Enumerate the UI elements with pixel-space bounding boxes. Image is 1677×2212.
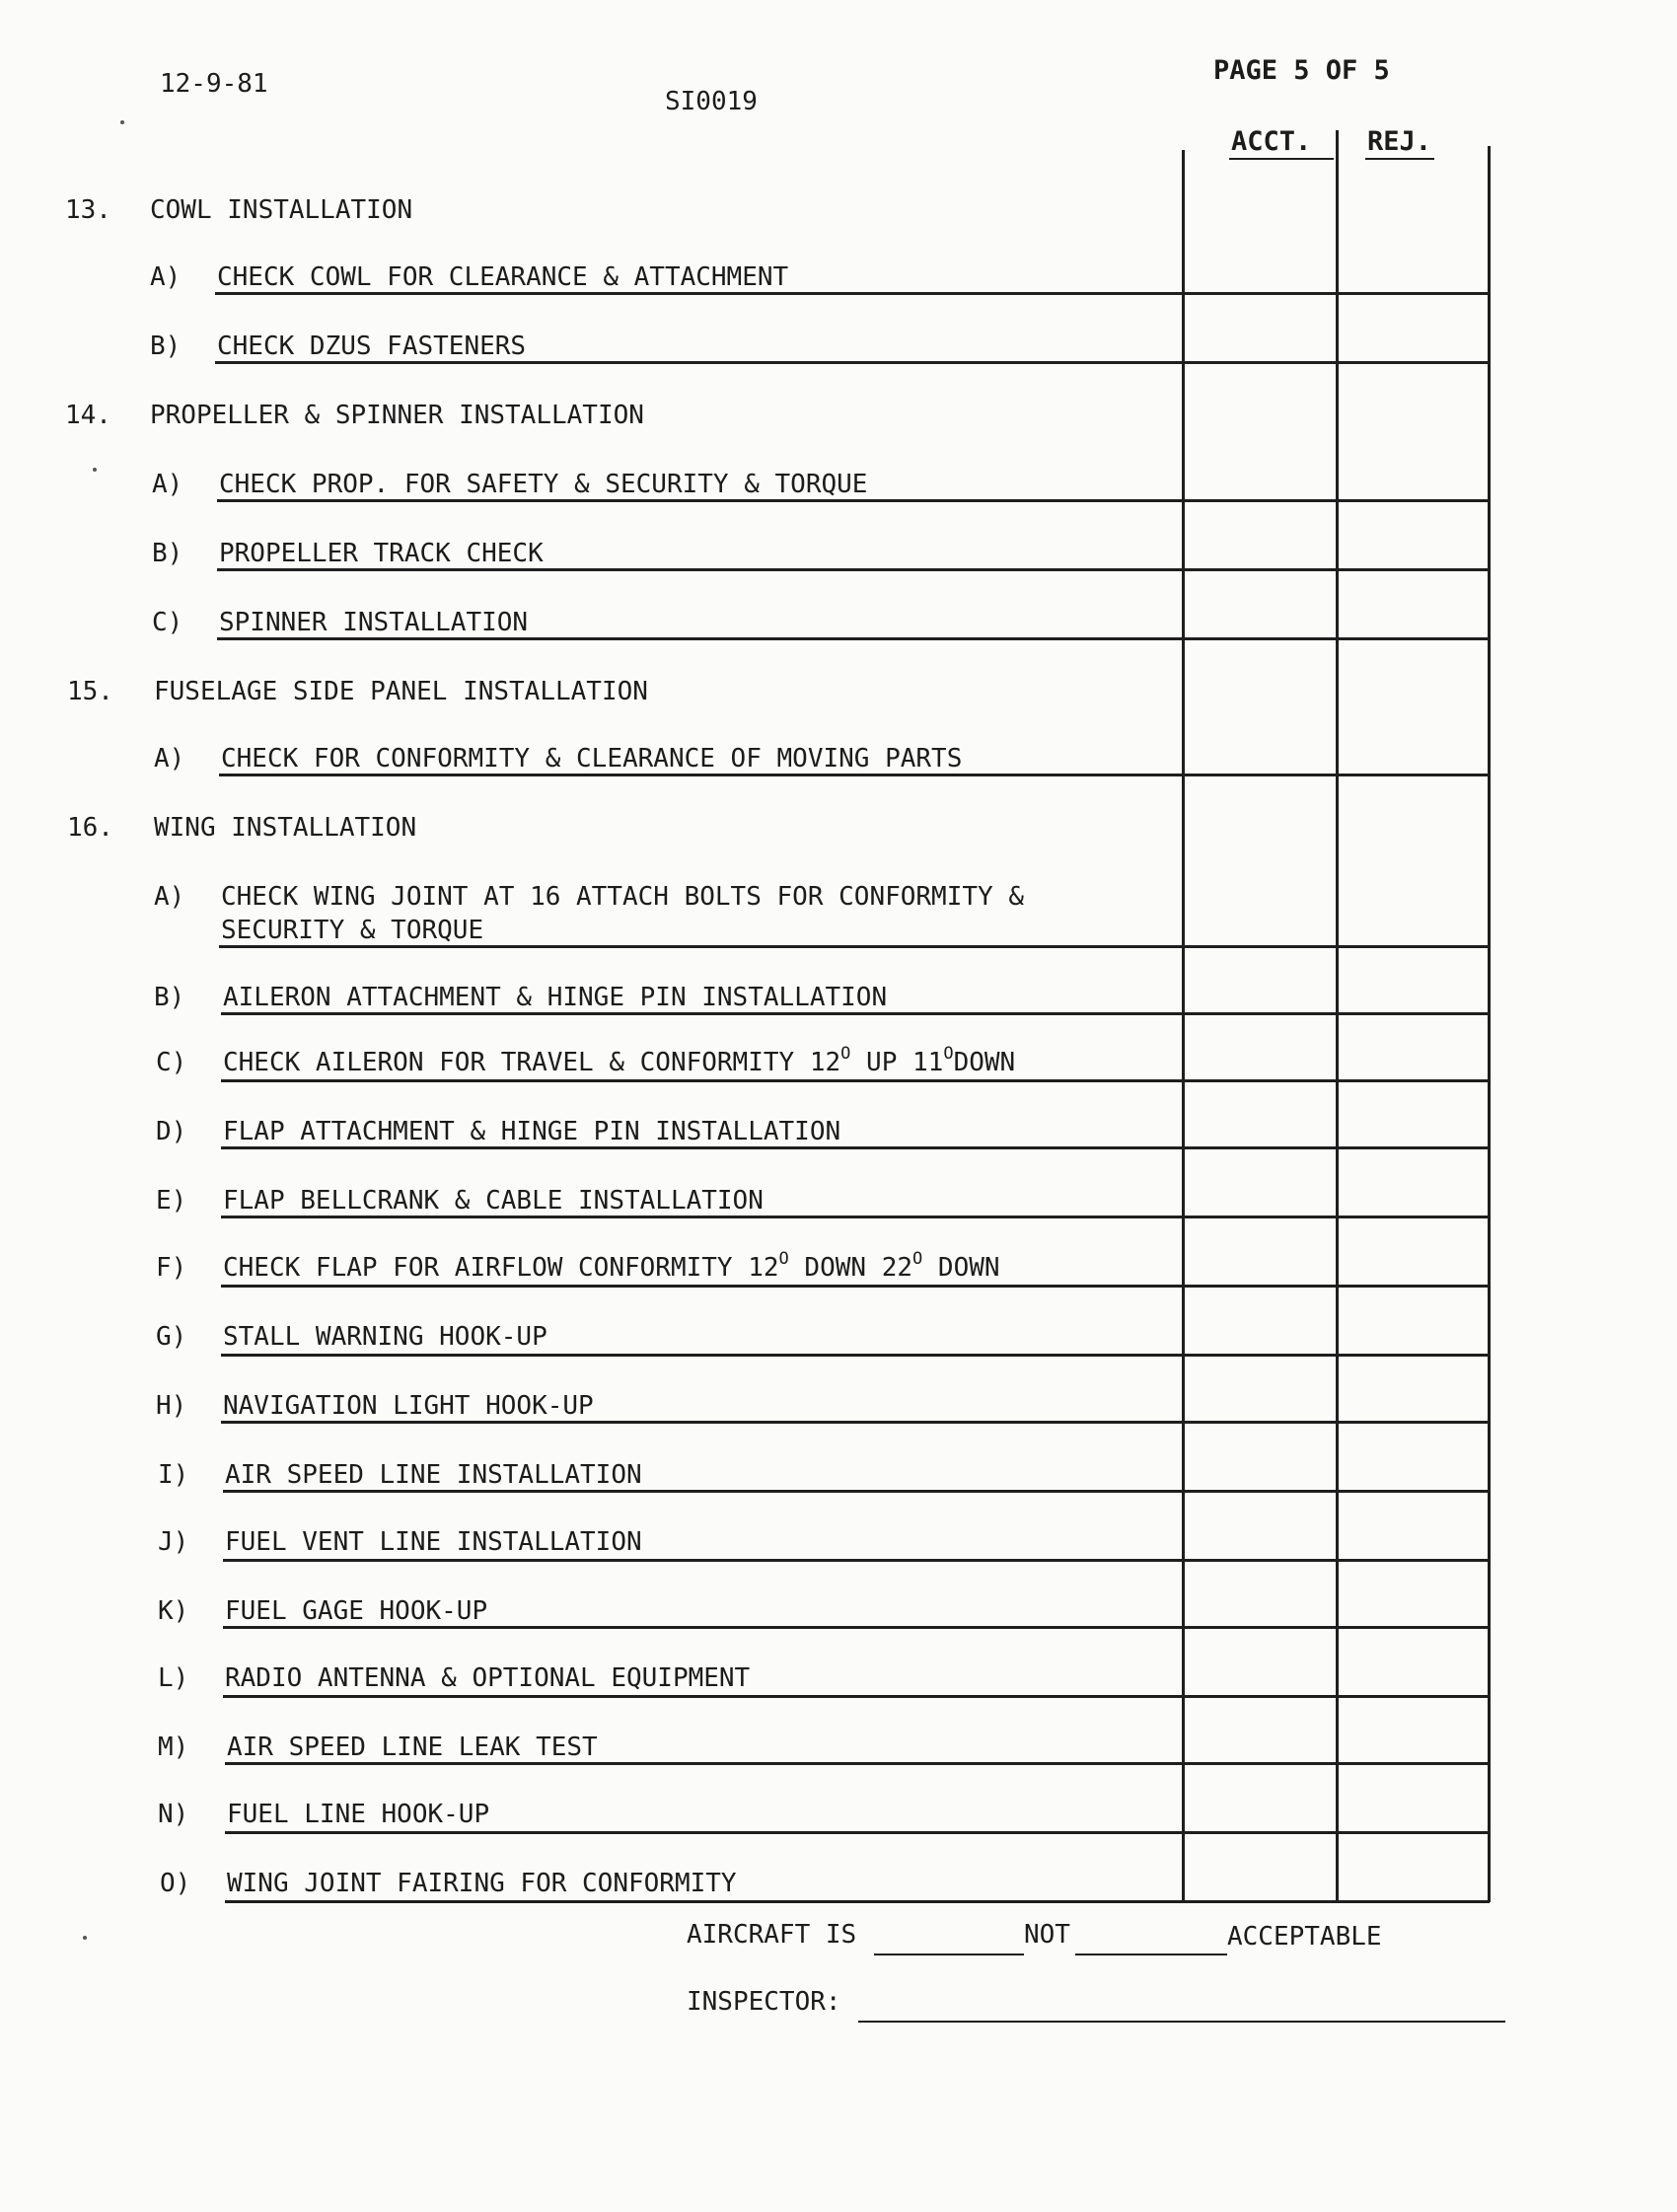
item-text-continued: SECURITY & TORQUE (221, 916, 484, 945)
column-header-accept-underline (1229, 158, 1334, 160)
inspector-label: INSPECTOR: (687, 1987, 841, 2017)
item-row-line (225, 1762, 1490, 1765)
item-text: FLAP BELLCRANK & CABLE INSTALLATION (223, 1186, 764, 1216)
item-text: RADIO ANTENNA & OPTIONAL EQUIPMENT (225, 1663, 751, 1693)
item-letter: J) (158, 1527, 189, 1557)
column-header-reject-underline (1365, 158, 1434, 160)
item-letter: F) (156, 1253, 187, 1283)
section-title: PROPELLER & SPINNER INSTALLATION (150, 401, 644, 430)
item-letter: D) (156, 1117, 187, 1146)
item-text-part: DOWN (922, 1253, 1000, 1283)
item-text: STALL WARNING HOOK-UP (223, 1322, 547, 1352)
item-text: AIR SPEED LINE INSTALLATION (225, 1460, 642, 1490)
item-text-part: UP 11 (850, 1048, 944, 1077)
item-letter: K) (158, 1596, 189, 1626)
item-text-part: CHECK FLAP FOR AIRFLOW CONFORMITY 12 (223, 1253, 779, 1283)
section-title: WING INSTALLATION (154, 813, 417, 843)
degree-symbol: O (912, 1249, 923, 1269)
item-text: FUEL GAGE HOOK-UP (225, 1596, 488, 1626)
item-text-part: CHECK AILERON FOR TRAVEL & CONFORMITY 12 (223, 1048, 841, 1077)
inspector-signature-line[interactable] (858, 2021, 1505, 2023)
item-letter: C) (152, 608, 183, 637)
item-text (223, 1249, 1000, 1283)
item-text: CHECK PROP. FOR SAFETY & SECURITY & TORQUE (219, 470, 868, 499)
item-text: WING JOINT FAIRING FOR CONFORMITY (227, 1869, 737, 1898)
item-row-line (217, 637, 1490, 640)
item-letter: C) (156, 1048, 187, 1077)
item-letter: A) (150, 262, 182, 292)
item-letter: G) (156, 1322, 187, 1352)
item-text: CHECK WING JOINT AT 16 ATTACH BOLTS FOR CONFORMITY & (221, 882, 1024, 912)
item-row-line (221, 1079, 1490, 1082)
column-header-reject: REJ. (1367, 126, 1432, 157)
item-letter: N) (158, 1800, 189, 1829)
section-title: FUSELAGE SIDE PANEL INSTALLATION (154, 677, 648, 706)
item-text: FUEL LINE HOOK-UP (227, 1800, 490, 1829)
item-letter: A) (154, 744, 185, 774)
item-text: PROPELLER TRACK CHECK (219, 539, 544, 568)
aircraft-is-label: AIRCRAFT IS (687, 1920, 857, 1950)
item-text: FUEL VENT LINE INSTALLATION (225, 1527, 642, 1557)
item-letter: B) (150, 332, 182, 361)
item-row-line (219, 774, 1490, 776)
item-text: AILERON ATTACHMENT & HINGE PIN INSTALLATION (223, 983, 888, 1012)
item-letter: E) (156, 1186, 187, 1216)
item-row-line (221, 1354, 1490, 1357)
item-text-part: DOWN (953, 1048, 1016, 1077)
item-row-line (221, 1146, 1490, 1149)
item-row-line (217, 568, 1490, 571)
item-letter: O) (160, 1869, 191, 1898)
item-letter: B) (152, 539, 183, 568)
item-letter: M) (158, 1733, 189, 1762)
item-letter: H) (156, 1391, 187, 1421)
not-label: NOT (1024, 1920, 1070, 1950)
section-number: 16. (67, 813, 113, 843)
section-number: 15. (67, 677, 113, 706)
item-row-line (221, 1012, 1490, 1015)
item-row-line (221, 1285, 1490, 1288)
section-number: 14. (65, 401, 111, 430)
degree-symbol: O (778, 1249, 789, 1269)
column-header-accept: ACCT. (1231, 126, 1312, 157)
item-text (223, 1044, 1016, 1077)
page-number: PAGE 5 OF 5 (1213, 55, 1390, 86)
not-blank-line[interactable] (1075, 1954, 1227, 1955)
column-divider-middle (1336, 130, 1339, 1902)
item-text: CHECK COWL FOR CLEARANCE & ATTACHMENT (217, 262, 789, 292)
item-text: NAVIGATION LIGHT HOOK-UP (223, 1391, 594, 1421)
item-row-line (217, 499, 1490, 502)
document-date: 12-9-81 (160, 69, 268, 99)
section-number: 13. (65, 195, 111, 225)
item-row-line (215, 361, 1490, 364)
item-row-line (223, 1559, 1490, 1562)
item-row-line (223, 1695, 1490, 1698)
item-text: AIR SPEED LINE LEAK TEST (227, 1733, 598, 1762)
degree-symbol: O (840, 1044, 851, 1064)
document-id: SI0019 (665, 87, 758, 116)
item-text: CHECK FOR CONFORMITY & CLEARANCE OF MOVING PARTS (221, 744, 963, 774)
item-row-line (221, 1421, 1490, 1424)
scan-speck (93, 468, 97, 472)
item-letter: A) (154, 882, 185, 912)
item-row-line (221, 1216, 1490, 1218)
scan-speck (120, 120, 124, 124)
item-letter: I) (158, 1460, 189, 1490)
item-row-line (225, 1900, 1490, 1903)
item-text: CHECK DZUS FASTENERS (217, 332, 527, 361)
item-letter: B) (154, 983, 185, 1012)
item-row-line (225, 1831, 1490, 1834)
item-row-line (215, 292, 1490, 295)
column-divider-left (1182, 150, 1185, 1902)
item-row-line (223, 1626, 1490, 1629)
accept-blank-line[interactable] (874, 1954, 1024, 1955)
item-row-line (219, 945, 1490, 948)
item-text-part: DOWN 22 (788, 1253, 913, 1283)
section-title: COWL INSTALLATION (150, 195, 413, 225)
item-row-line (223, 1490, 1490, 1493)
item-text: SPINNER INSTALLATION (219, 608, 529, 637)
degree-symbol: O (943, 1044, 954, 1064)
item-text: FLAP ATTACHMENT & HINGE PIN INSTALLATION (223, 1117, 841, 1146)
item-letter: A) (152, 470, 183, 499)
acceptable-label: ACCEPTABLE (1227, 1922, 1382, 1952)
item-letter: L) (158, 1663, 189, 1693)
column-divider-right (1488, 146, 1491, 1902)
scan-speck (83, 1936, 87, 1940)
